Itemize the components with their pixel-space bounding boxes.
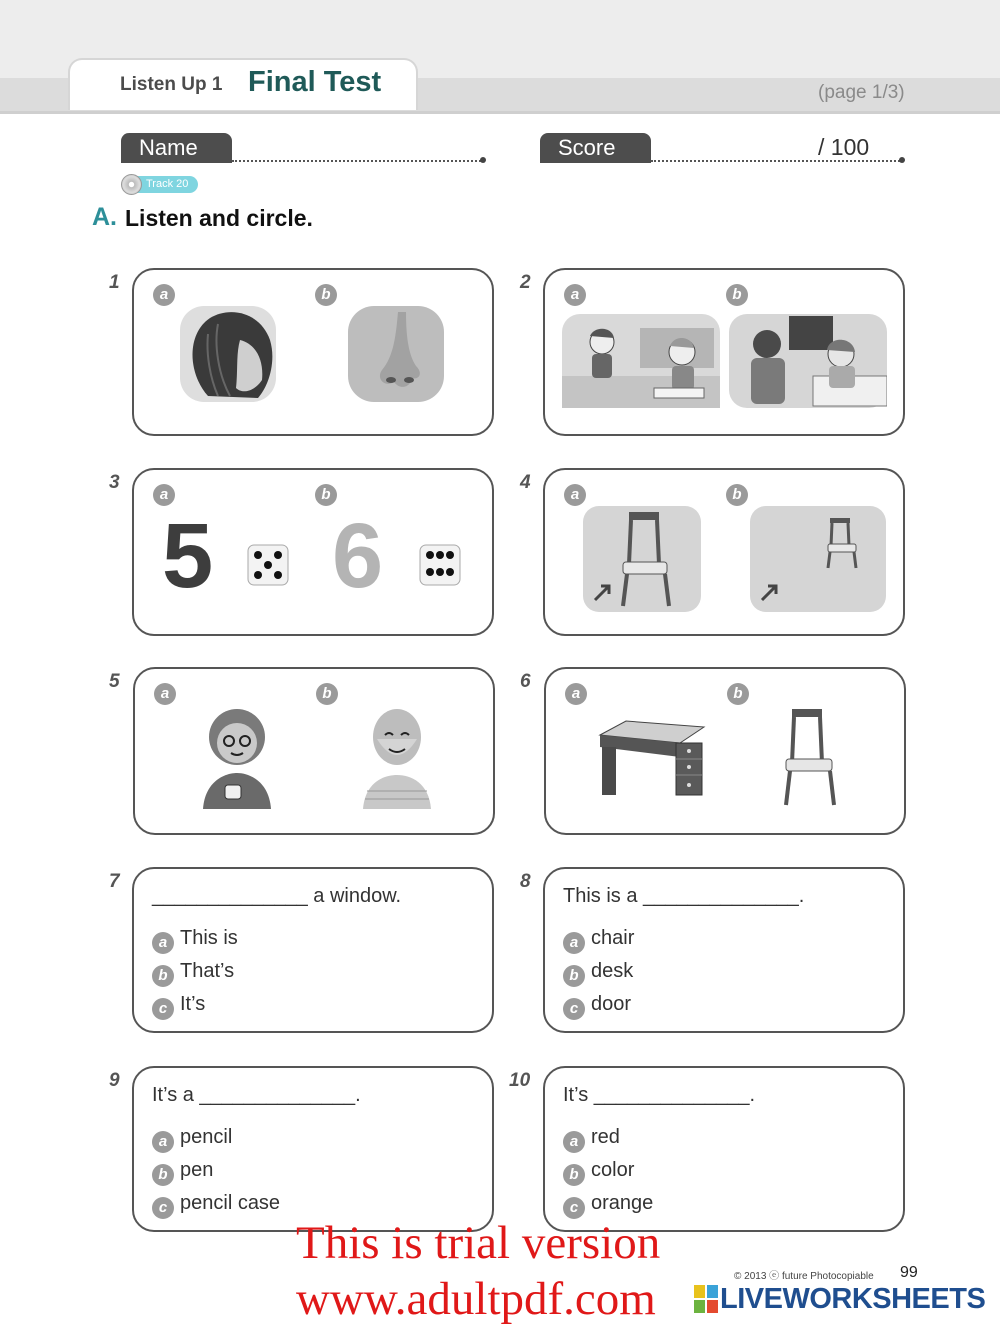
- track-label: Track 20: [146, 178, 189, 190]
- option-text: That’s: [180, 960, 235, 982]
- option-text: desk: [591, 960, 634, 982]
- option-b-badge: b: [563, 965, 585, 987]
- hair-image[interactable]: [178, 304, 278, 404]
- option-a-badge: a: [152, 1131, 174, 1153]
- number-five[interactable]: 5: [162, 505, 214, 607]
- option-c-badge: c: [152, 1197, 174, 1219]
- question-prompt: It’s a ______________.: [152, 1084, 361, 1106]
- option-text: pencil case: [180, 1192, 281, 1214]
- question-number: 1: [109, 272, 120, 293]
- liveworksheets-brand[interactable]: LIVEWORKSHEETS: [720, 1283, 986, 1315]
- option-a-badge: a: [152, 932, 174, 954]
- option-b-badge[interactable]: b: [316, 683, 338, 705]
- option-text: It’s: [180, 993, 206, 1015]
- question-number: 8: [520, 871, 531, 892]
- grandmother-image[interactable]: [195, 701, 279, 809]
- question-10-box: [543, 1066, 905, 1232]
- page-number: 99: [900, 1264, 918, 1281]
- option-b-badge[interactable]: b: [315, 484, 337, 506]
- question-8-box: [543, 867, 905, 1033]
- classroom-kids-image[interactable]: [562, 314, 720, 408]
- option-b[interactable]: [152, 1159, 213, 1186]
- near-chair-image[interactable]: [583, 506, 701, 612]
- option-c-badge: c: [563, 1197, 585, 1219]
- option-text: color: [591, 1159, 635, 1181]
- nose-image[interactable]: [346, 304, 446, 404]
- question-7-box: [132, 867, 494, 1033]
- option-b-badge[interactable]: b: [315, 284, 337, 306]
- option-b-badge: b: [152, 1164, 174, 1186]
- question-number: 10: [509, 1070, 531, 1091]
- question-1-box: [132, 268, 494, 436]
- option-text: pencil: [180, 1126, 233, 1148]
- score-label: Score: [540, 133, 651, 163]
- option-b-badge[interactable]: b: [726, 284, 748, 306]
- question-number: 3: [109, 472, 120, 493]
- question-6-box: [544, 667, 906, 835]
- dice-five-icon[interactable]: [247, 544, 289, 586]
- question-9-box: [132, 1066, 494, 1232]
- option-b-badge: b: [152, 965, 174, 987]
- question-prompt: ______________ a window.: [152, 885, 402, 907]
- option-c[interactable]: [152, 993, 205, 1020]
- option-a-badge[interactable]: a: [565, 683, 587, 705]
- question-number: 7: [109, 871, 120, 892]
- option-a[interactable]: [563, 927, 634, 954]
- question-number: 2: [520, 272, 531, 293]
- option-a[interactable]: [152, 1126, 232, 1153]
- option-text: red: [591, 1126, 620, 1148]
- bedtime-kids-image[interactable]: [729, 314, 887, 408]
- chair-image[interactable]: [774, 707, 844, 807]
- grandfather-image[interactable]: [357, 701, 437, 809]
- option-c-badge: c: [563, 998, 585, 1020]
- question-number: 5: [109, 671, 120, 692]
- name-field[interactable]: [232, 160, 484, 162]
- option-a-badge[interactable]: a: [564, 284, 586, 306]
- option-b[interactable]: [563, 960, 633, 987]
- option-text: pen: [180, 1159, 214, 1181]
- question-3-box: [132, 468, 494, 636]
- option-c[interactable]: [152, 1192, 280, 1219]
- option-a[interactable]: [152, 927, 238, 954]
- dice-six-icon[interactable]: [419, 544, 461, 586]
- option-a-badge[interactable]: a: [564, 484, 586, 506]
- option-a-badge[interactable]: a: [153, 484, 175, 506]
- option-text: door: [591, 993, 632, 1015]
- liveworksheets-logo-icon: [694, 1285, 718, 1313]
- question-number: 6: [520, 671, 531, 692]
- copyright-notice: © 2013 ⓔ future Photocopiable: [734, 1271, 874, 1282]
- trial-watermark: This is trial version: [296, 1217, 661, 1269]
- question-5-box: [133, 667, 495, 835]
- option-b-badge[interactable]: b: [726, 484, 748, 506]
- option-b[interactable]: [563, 1159, 634, 1186]
- score-field-end: [899, 157, 905, 163]
- number-six[interactable]: 6: [332, 505, 384, 607]
- option-a-badge: a: [563, 932, 585, 954]
- page-indicator: (page 1/3): [818, 82, 905, 103]
- option-c-badge: c: [152, 998, 174, 1020]
- question-number: 9: [109, 1070, 120, 1091]
- option-a-badge[interactable]: a: [154, 683, 176, 705]
- trial-url-watermark: www.adultpdf.com: [296, 1273, 656, 1325]
- option-b-badge: b: [563, 1164, 585, 1186]
- section-letter: A.: [92, 203, 117, 231]
- score-total: / 100: [818, 134, 870, 160]
- name-field-end: [480, 157, 486, 163]
- option-b-badge[interactable]: b: [727, 683, 749, 705]
- question-prompt: This is a ______________.: [563, 885, 805, 907]
- option-c[interactable]: [563, 993, 631, 1020]
- cd-icon: [121, 174, 142, 195]
- option-text: chair: [591, 927, 635, 949]
- question-number: 4: [520, 472, 531, 493]
- option-a[interactable]: [563, 1126, 620, 1153]
- option-a-badge: a: [563, 1131, 585, 1153]
- section-title: Listen and circle.: [125, 205, 313, 231]
- option-b[interactable]: [152, 960, 234, 987]
- question-4-box: [543, 468, 905, 636]
- desk-image[interactable]: [596, 717, 706, 797]
- option-c[interactable]: [563, 1192, 653, 1219]
- far-chair-image[interactable]: [750, 506, 886, 612]
- option-text: This is: [180, 927, 238, 949]
- series-title: Listen Up 1: [120, 74, 223, 95]
- option-a-badge[interactable]: a: [153, 284, 175, 306]
- option-text: orange: [591, 1192, 654, 1214]
- question-2-box: [543, 268, 905, 436]
- question-prompt: It’s ______________.: [563, 1084, 756, 1106]
- test-title: Final Test: [248, 66, 382, 98]
- name-label: Name: [121, 133, 232, 163]
